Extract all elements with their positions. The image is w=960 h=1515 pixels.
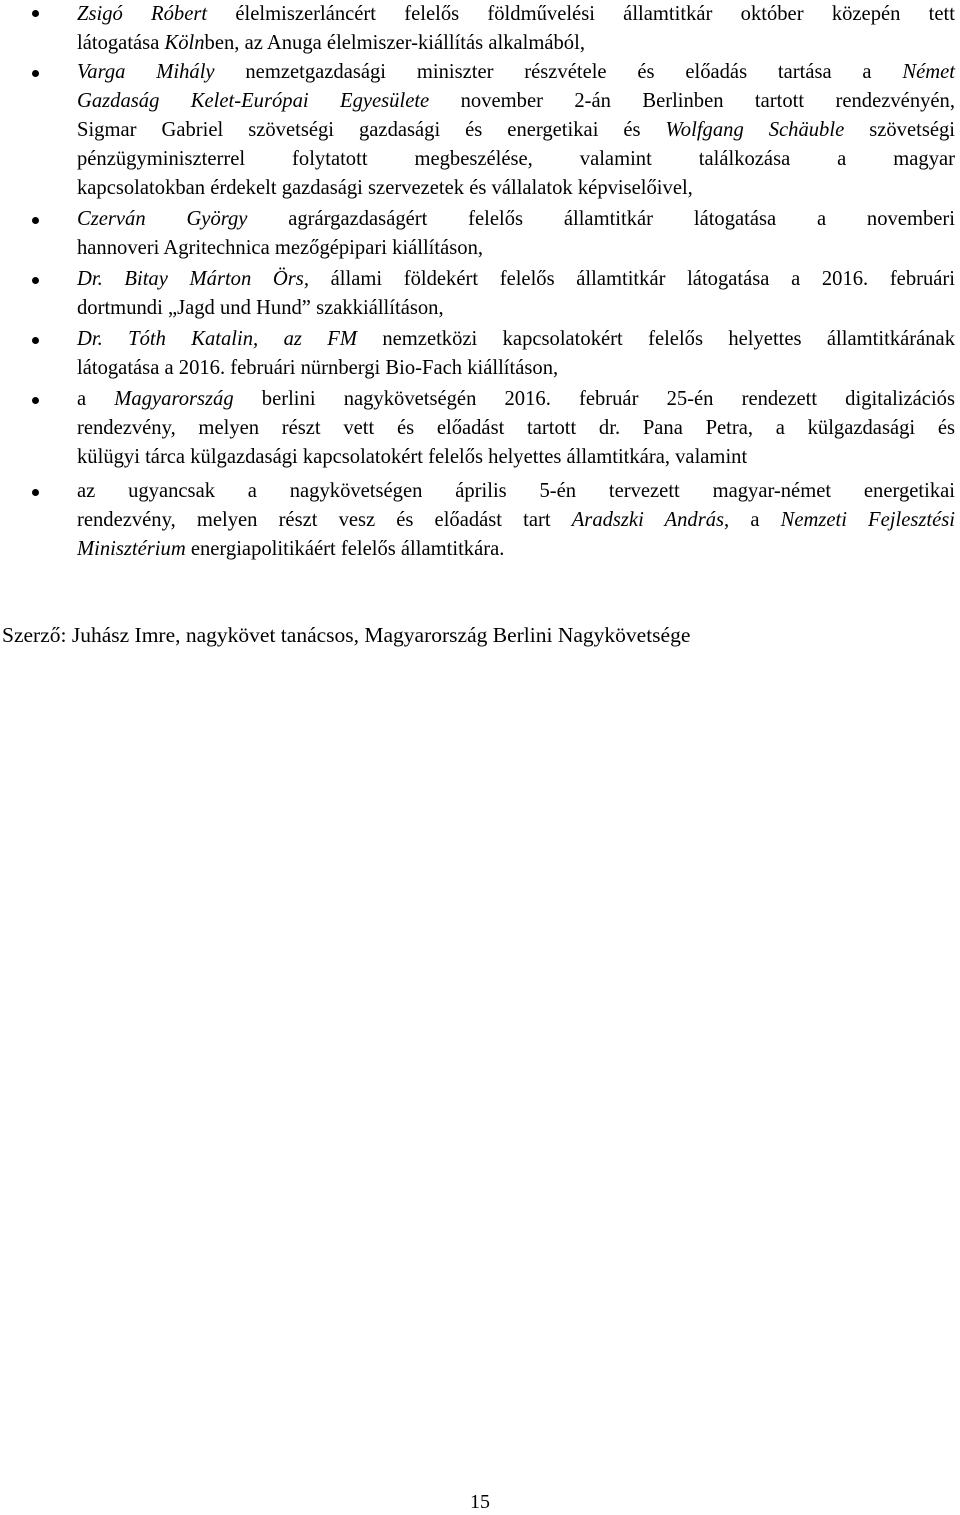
text-segment: agrárgazdaságért felelős államtitkár látogatása a novemberi	[247, 208, 955, 230]
emphasized-text: Varga Mihály	[77, 61, 215, 83]
text-segment: rendezvény, melyen részt vesz és előadást tart	[77, 509, 572, 531]
text-line	[77, 477, 955, 506]
text-line	[77, 294, 955, 323]
list-item-text	[77, 0, 955, 58]
bullet-icon	[32, 10, 39, 17]
bullet-icon	[32, 217, 39, 224]
text-segment: élelmiszerláncért felelős földművelési államtitkár október közepén tett	[207, 3, 955, 25]
author-line: Szerző: Juhász Imre, nagykövet tanácsos, Magyarország Berlini Nagykövetsége	[2, 623, 691, 647]
text-line	[77, 506, 955, 535]
bullet-icon	[32, 489, 39, 496]
list-item-text	[77, 385, 955, 472]
emphasized-text: Magyarország	[114, 388, 234, 410]
list-item-text	[77, 205, 955, 263]
text-line	[77, 354, 955, 383]
text-segment: állami földekért felelős államtitkár látogatása a 2016. februári	[308, 268, 955, 290]
text-segment: látogatása	[77, 32, 165, 54]
text-segment: hannoveri Agritechnica mezőgépipari kiállításon,	[77, 237, 484, 259]
emphasized-text: Aradszki András	[571, 509, 725, 531]
text-line	[77, 58, 955, 87]
emphasized-text: Köln	[164, 32, 205, 54]
emphasized-text: Czerván György	[77, 208, 248, 230]
text-line	[77, 414, 955, 443]
text-segment: szövetségi	[844, 119, 955, 141]
text-segment: energiapolitikáért felelős államtitkára.	[185, 538, 505, 560]
text-segment: látogatása a 2016. februári nürnbergi Bio-Fach kiállításon,	[77, 357, 559, 379]
bullet-icon	[32, 277, 39, 284]
bullet-icon	[32, 70, 39, 77]
text-segment: kapcsolatokban érdekelt gazdasági szervezetek és vállalatok képviselőivel,	[77, 177, 693, 199]
text-segment: nemzetközi kapcsolatokért felelős helyettes államtitkárának	[356, 328, 955, 350]
text-segment: Sigmar Gabriel szövetségi gazdasági és energetikai és	[77, 119, 666, 141]
text-line	[77, 116, 955, 145]
text-segment: nemzetgazdasági miniszter részvétele és előadás tartása a	[214, 61, 903, 83]
text-segment: november 2-án Berlinben tartott rendezvényén,	[429, 90, 956, 112]
text-line	[77, 265, 955, 294]
text-line	[77, 87, 955, 116]
text-segment: pénzügyminiszterrel folytatott megbeszélése, valamint találkozása a magyar	[77, 148, 955, 170]
text-segment: , a	[724, 509, 781, 531]
text-line	[77, 205, 955, 234]
text-line	[77, 535, 955, 564]
text-line	[77, 29, 955, 58]
text-line	[77, 174, 955, 203]
text-segment: külügyi tárca külgazdasági kapcsolatokért felelős helyettes államtitkára, valamint	[77, 446, 748, 468]
list-item-text	[77, 325, 955, 383]
emphasized-text: Wolfgang Schäuble	[665, 119, 845, 141]
text-line	[77, 385, 955, 414]
emphasized-text: Nemzeti Fejlesztési	[780, 509, 955, 531]
text-line	[77, 0, 955, 29]
list-item-text	[77, 265, 955, 323]
list-item-text	[77, 58, 955, 203]
list-item-text	[77, 477, 955, 564]
text-line	[77, 145, 955, 174]
text-segment: rendezvény, melyen részt vett és előadást tartott dr. Pana Petra, a külgazdasági és	[77, 417, 955, 439]
text-segment: a	[77, 388, 115, 410]
emphasized-text: Német	[902, 61, 955, 83]
emphasized-text: Zsigó Róbert	[77, 3, 208, 25]
text-line	[77, 443, 955, 472]
text-segment: berlini nagykövetségén 2016. február 25-én rendezett digitalizációs	[233, 388, 955, 410]
text-line	[77, 234, 955, 263]
text-segment: az ugyancsak a nagykövetségen április 5-én tervezett magyar-német energetikai	[77, 480, 955, 502]
emphasized-text: Minisztérium	[77, 538, 186, 560]
page-number: 15	[470, 1491, 490, 1513]
emphasized-text: Dr. Bitay Márton Örs,	[77, 268, 309, 290]
emphasized-text: Gazdaság Kelet-Európai Egyesülete	[77, 90, 430, 112]
text-segment: ben, az Anuga élelmiszer-kiállítás alkalmából,	[204, 32, 585, 54]
bullet-icon	[32, 337, 39, 344]
bullet-icon	[32, 397, 39, 404]
emphasized-text: Dr. Tóth Katalin, az FM	[77, 328, 357, 350]
text-line	[77, 325, 955, 354]
text-segment: dortmundi „Jagd und Hund” szakkiállításon,	[77, 297, 444, 319]
